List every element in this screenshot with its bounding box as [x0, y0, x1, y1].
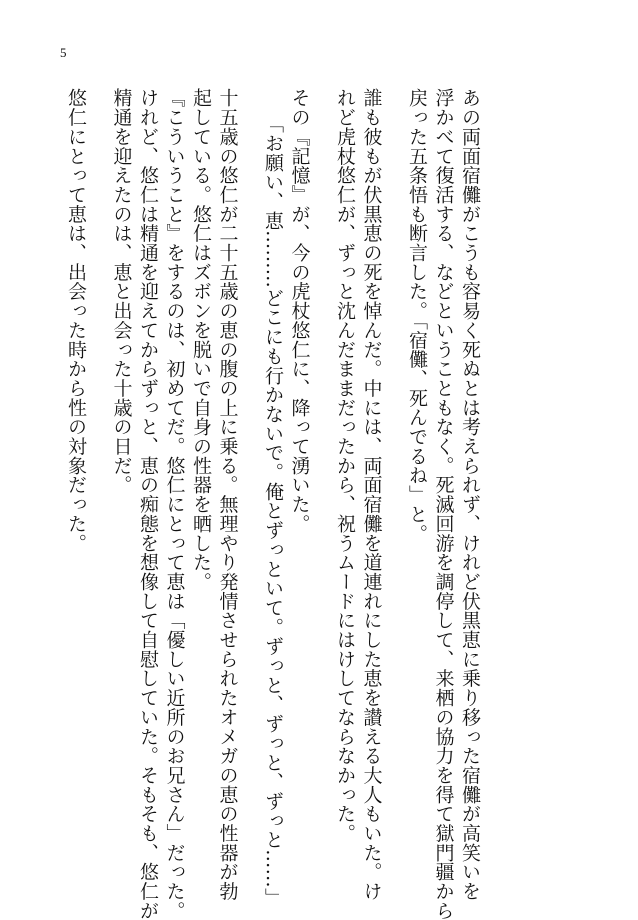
- text-column: あの両面宿儺がこうも容易く死ぬとは考えられず、けれど伏黒恵に乗り移った宿儺が高笑いを: [459, 88, 481, 901]
- text-column: 十五歳の悠仁が二十五歳の恵の腹の上に乗る。無理やり発情させられたオメガの恵の性器が勃: [216, 88, 239, 901]
- text-column: れど虎杖悠仁が、ずっと沈んだままだったから、祝うムードにはけしてならなかった。: [334, 88, 356, 843]
- text-column: 誰も彼もが伏黒恵の死を悼んだ。中には、両面宿儺を道連れにした恵を讃える大人もいた。け: [360, 88, 383, 901]
- text-column: けれど、悠仁は精通を迎えてからずっと、恵の痴態を想像して自慰していた。そもそも、悠仁が: [137, 88, 159, 920]
- text-column: 悠仁にとって恵は、出会った時から性の対象だった。: [65, 88, 87, 553]
- text-column: 精通を迎えたのは、恵と出会った十歳の日だ。: [110, 88, 133, 495]
- text-column: 『こういうこと』をするのは、初めてだ。悠仁にとって恵は「優しい近所のお兄さん」だった。: [163, 88, 186, 920]
- vertical-text-body: [65, 88, 502, 920]
- text-column: 戻った五条悟も断言した。「宿儺、死んでるね」と。: [406, 88, 428, 543]
- text-column: 浮かべて復活する、などということもなく。死滅回游を調停して、来栖の協力を得て獄門疆から: [432, 88, 455, 920]
- text-column: その『記憶』が、今の虎杖悠仁に、降って湧いた。: [288, 88, 311, 534]
- page-number: 5: [60, 45, 67, 60]
- text-column: 「お願い、恵………どこにも行かないで。俺とずっといて。ずっと、ずっと、ずっと……」: [262, 114, 284, 908]
- text-column: 起している。悠仁はズボンを脱いで自身の性器を晒した。: [190, 88, 212, 592]
